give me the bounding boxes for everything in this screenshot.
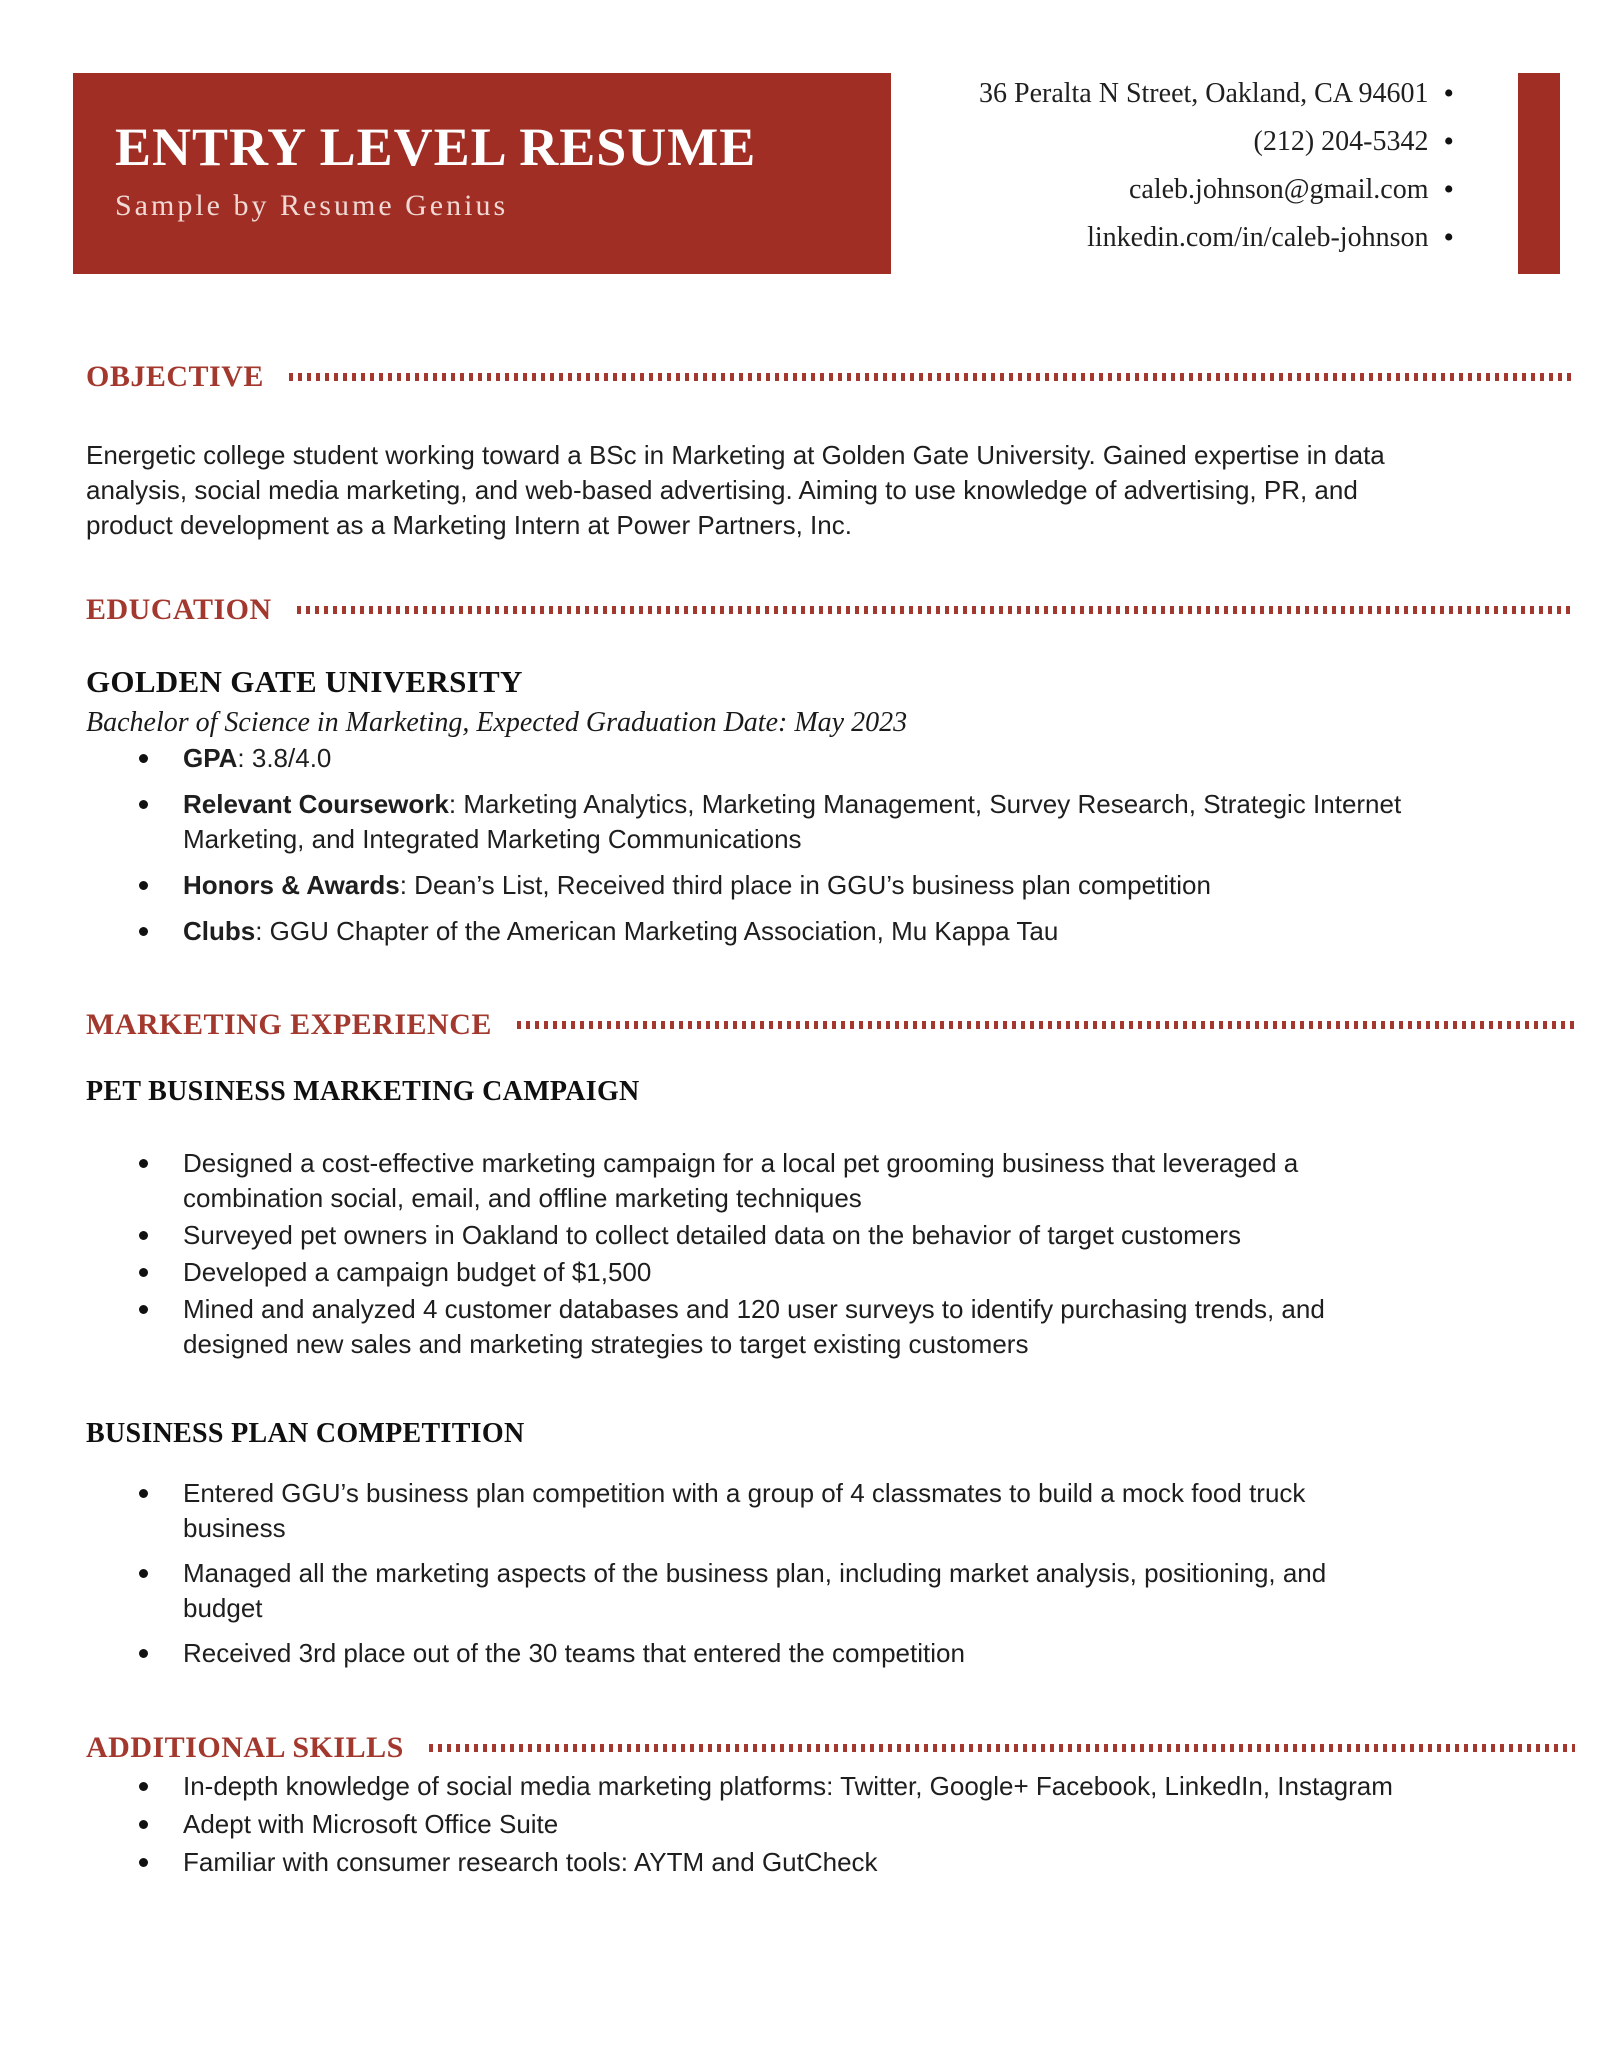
job-block xyxy=(86,1074,1575,1362)
dotted-divider xyxy=(517,1021,1575,1029)
list-item: Adept with Microsoft Office Suite xyxy=(183,1807,1403,1842)
contact-text: 36 Peralta N Street, Oakland, CA 94601 xyxy=(979,78,1429,109)
education-bullet-list xyxy=(86,741,1575,949)
resume-title: ENTRY LEVEL RESUME xyxy=(115,117,757,177)
bullet-dot-icon: • xyxy=(1443,125,1454,158)
resume-subtitle: Sample by Resume Genius xyxy=(115,189,509,222)
contact-line xyxy=(979,214,1454,262)
contact-block xyxy=(979,70,1454,262)
school-name: GOLDEN GATE UNIVERSITY xyxy=(86,664,523,699)
job-block xyxy=(86,1416,1575,1671)
section-title: MARKETING EXPERIENCE xyxy=(86,1008,492,1041)
section-heading-objective xyxy=(86,356,1575,398)
dotted-divider xyxy=(429,1744,1575,1752)
decorative-red-bar xyxy=(1518,73,1560,274)
section-heading-education xyxy=(86,589,1575,631)
bullet-text: : GGU Chapter of the American Marketing Association, Mu Kappa Tau xyxy=(255,916,1059,946)
list-item: Familiar with consumer research tools: AYTM and GutCheck xyxy=(183,1845,1403,1880)
contact-text: caleb.johnson@gmail.com xyxy=(1128,174,1429,205)
dotted-divider xyxy=(289,373,1575,381)
section-heading-skills xyxy=(86,1727,1575,1769)
section-title: EDUCATION xyxy=(86,593,272,626)
experience-jobs xyxy=(86,1074,1575,1671)
dotted-divider xyxy=(297,606,1575,614)
job-bullet-list xyxy=(86,1476,1575,1671)
list-item: Received 3rd place out of the 30 teams that entered the competition xyxy=(183,1636,1403,1671)
section-title: OBJECTIVE xyxy=(86,360,264,393)
bullet-text: : Dean’s List, Received third place in GGU’s business plan competition xyxy=(399,870,1211,900)
job-title: PET BUSINESS MARKETING CAMPAIGN xyxy=(86,1076,640,1107)
list-item: Developed a campaign budget of $1,500 xyxy=(183,1255,1403,1290)
list-item: Mined and analyzed 4 customer databases and 120 user surveys to identify purchasing trends, and designed new sales and marketing strategies to target existing customers xyxy=(183,1292,1403,1362)
resume-content xyxy=(86,274,1575,1883)
contact-line xyxy=(979,166,1454,214)
list-item: In-depth knowledge of social media marketing platforms: Twitter, Google+ Facebook, LinkedIn, Instagram xyxy=(183,1769,1403,1804)
bullet-dot-icon: • xyxy=(1443,173,1454,206)
list-item: Entered GGU’s business plan competition with a group of 4 classmates to build a mock food truck business xyxy=(183,1476,1403,1546)
contact-text: linkedin.com/in/caleb-johnson xyxy=(1087,222,1429,253)
degree-line: Bachelor of Science in Marketing, Expected Graduation Date: May 2023 xyxy=(86,707,908,738)
contact-line xyxy=(979,70,1454,118)
list-item xyxy=(183,914,1403,949)
bullet-dot-icon: • xyxy=(1443,77,1454,110)
list-item xyxy=(183,741,1403,776)
section-title: ADDITIONAL SKILLS xyxy=(86,1731,404,1764)
bullet-text: : 3.8/4.0 xyxy=(237,743,332,773)
bullet-lead: Honors & Awards xyxy=(183,870,400,900)
bullet-lead: Relevant Coursework xyxy=(183,789,449,819)
bullet-text: : Marketing Analytics, Marketing Management, Survey Research, Strategic Internet Marketing, and Integrated Marketing Communications xyxy=(183,789,1402,854)
objective-paragraph: Energetic college student working toward a BSc in Marketing at Golden Gate University. Gained expertise in data analysis, social media marketing, and web-based advertising. Aiming to use knowledge of advertising, PR, and product development as a Marketing Intern at Power Partners, Inc. xyxy=(86,440,1385,540)
skills-bullet-list xyxy=(86,1769,1575,1880)
title-banner xyxy=(73,73,891,274)
contact-text: (212) 204-5342 xyxy=(1253,126,1429,157)
list-item: Surveyed pet owners in Oakland to collect detailed data on the behavior of target customers xyxy=(183,1218,1403,1253)
list-item xyxy=(183,787,1403,857)
list-item: Designed a cost-effective marketing campaign for a local pet grooming business that leveraged a combination social, email, and offline marketing techniques xyxy=(183,1146,1403,1216)
list-item xyxy=(183,868,1403,903)
bullet-dot-icon: • xyxy=(1443,221,1454,254)
bullet-lead: GPA xyxy=(183,743,238,773)
section-heading-experience xyxy=(86,1004,1575,1046)
job-title: BUSINESS PLAN COMPETITION xyxy=(86,1418,525,1449)
job-bullet-list xyxy=(86,1146,1575,1362)
contact-line xyxy=(979,118,1454,166)
bullet-lead: Clubs xyxy=(183,916,256,946)
list-item: Managed all the marketing aspects of the business plan, including market analysis, positioning, and budget xyxy=(183,1556,1403,1626)
